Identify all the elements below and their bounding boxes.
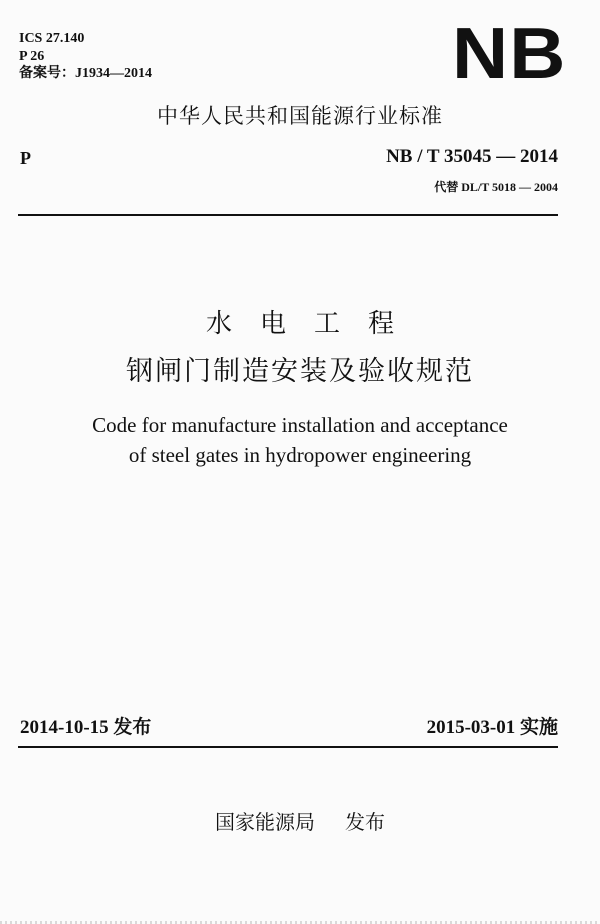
title-english (0, 410, 600, 470)
replaces-standard: 代替 DL/T 5018 — 2004 (434, 180, 558, 194)
title-chinese-line-2: 钢闸门制造安装及验收规范 (126, 356, 474, 387)
publisher-line (0, 808, 600, 836)
issue-date-line (20, 712, 151, 739)
implementation-date: 2015-03-01 (426, 717, 516, 738)
industry-standard-title: 中华人民共和国能源行业标准 (157, 104, 443, 128)
title-english-line-1: Code for manufacture installation and acceptance (92, 413, 508, 437)
nb-logo: NB (452, 14, 567, 94)
title-chinese-line-1: 水电工程 (205, 309, 422, 339)
record-number-line (19, 65, 152, 83)
publisher-action: 发布 (345, 810, 385, 834)
issue-date: 2014-10-15 (20, 717, 109, 738)
classification-letter: P (20, 148, 31, 168)
top-divider (18, 214, 558, 216)
standard-number: NB / T 35045 — 2014 (386, 146, 558, 167)
publisher-name: 国家能源局 (215, 810, 315, 834)
record-number: J1934—2014 (75, 66, 152, 81)
implementation-date-line (427, 712, 558, 739)
implementation-label: 实施 (519, 717, 558, 738)
record-label: 备案号： (19, 66, 75, 81)
bottom-divider (18, 746, 558, 748)
title-english-line-2: of steel gates in hydropower engineering (128, 443, 472, 467)
classification-codes (19, 30, 152, 83)
issue-label: 发布 (113, 717, 152, 738)
ics-code: ICS 27.140 (19, 31, 85, 46)
class-code: P 26 (19, 48, 45, 64)
